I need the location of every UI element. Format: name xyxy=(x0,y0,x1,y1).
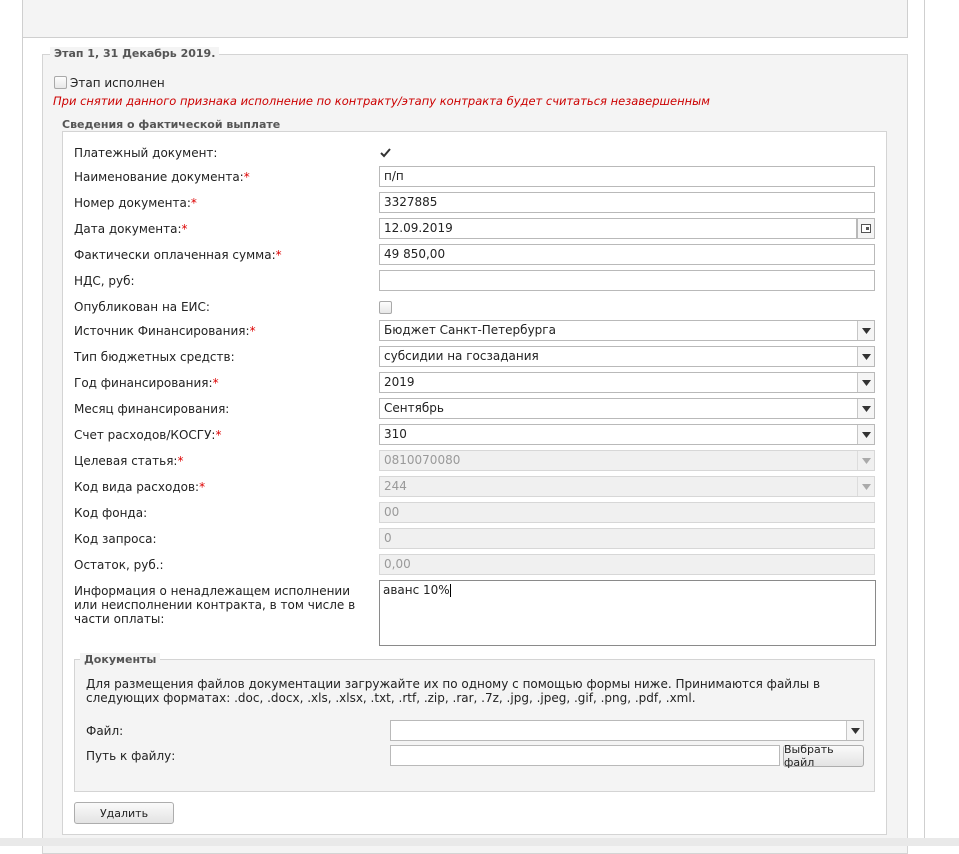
previous-panel xyxy=(22,0,908,38)
stage-done-label: Этап исполнен xyxy=(70,76,165,90)
expense-account-value: 310 xyxy=(384,427,407,441)
funding-source-label: Источник Финансирования:* xyxy=(74,324,256,338)
payment-doc-checkbox[interactable] xyxy=(379,146,392,159)
vat-label: НДС, руб: xyxy=(74,274,135,288)
funding-year-label: Год финансирования:* xyxy=(74,376,219,390)
funding-month-select[interactable] xyxy=(379,398,875,419)
balance-input: 0,00 xyxy=(379,554,875,575)
funding-year-value: 2019 xyxy=(384,375,415,389)
fund-code-label: Код фонда: xyxy=(74,506,148,520)
calendar-button[interactable] xyxy=(857,218,875,239)
payment-legend: Сведения о фактической выплате xyxy=(58,118,284,131)
expense-type-code-value: 244 xyxy=(384,479,407,493)
expense-account-label: Счет расходов/КОСГУ:* xyxy=(74,428,222,442)
stage-warning-text: При снятии данного признака исполнение по контракту/этапу контракта будет считаться незавершенным xyxy=(53,94,710,108)
improper-info-value: аванс 10% xyxy=(383,583,450,597)
doc-date-input[interactable]: 12.09.2019 xyxy=(379,218,857,239)
request-code-label: Код запроса: xyxy=(74,532,157,546)
request-code-input: 0 xyxy=(379,528,875,549)
chevron-down-icon xyxy=(846,721,863,740)
chevron-down-icon xyxy=(857,477,874,496)
improper-info-textarea[interactable] xyxy=(379,580,876,646)
balance-label: Остаток, руб.: xyxy=(74,558,164,572)
file-path-input[interactable] xyxy=(390,745,780,766)
file-label: Файл: xyxy=(86,724,124,738)
choose-file-button[interactable]: Выбрать файл xyxy=(783,745,864,767)
funding-month-label: Месяц финансирования: xyxy=(74,402,230,416)
budget-type-value: субсидии на госзадания xyxy=(384,349,539,363)
budget-type-label: Тип бюджетных средств: xyxy=(74,350,235,364)
funding-source-value: Бюджет Санкт-Петербурга xyxy=(384,323,556,337)
chevron-down-icon xyxy=(857,425,874,444)
published-eis-label: Опубликован на ЕИС: xyxy=(74,300,210,314)
paid-amount-input[interactable]: 49 850,00 xyxy=(379,244,875,265)
doc-name-label: Наименование документа:* xyxy=(74,170,250,184)
doc-name-input[interactable]: п/п xyxy=(379,166,875,187)
documents-legend: Документы xyxy=(80,653,160,666)
stage-done-checkbox[interactable] xyxy=(54,76,67,89)
stage-legend: Этап 1, 31 Декабрь 2019. xyxy=(50,47,219,60)
text-cursor xyxy=(450,584,451,597)
funding-year-select[interactable] xyxy=(379,372,875,393)
improper-info-label: Информация о ненадлежащем исполнении или неисполнении контракта, в том числе в части оплаты: xyxy=(74,584,356,626)
documents-info-text: Для размещения файлов документации загружайте их по одному с помощью формы ниже. Принимаются файлы в следующих форматах: .doc, .docx, .xls, .xlsx, .txt, .rtf, .zip, .rar, .7z, .jpg, .jpeg, .gif, .png, .pdf, .xml. xyxy=(86,677,821,705)
budget-type-select[interactable] xyxy=(379,346,875,367)
fund-code-input: 00 xyxy=(379,502,875,523)
delete-button[interactable]: Удалить xyxy=(74,802,174,824)
funding-source-select[interactable] xyxy=(379,320,875,341)
chevron-down-icon xyxy=(857,451,874,470)
doc-number-label: Номер документа:* xyxy=(74,196,197,210)
file-select[interactable] xyxy=(390,720,864,741)
expense-account-select[interactable] xyxy=(379,424,875,445)
chevron-down-icon xyxy=(857,321,874,340)
outer-border-right xyxy=(924,0,925,846)
doc-number-input[interactable]: 3327885 xyxy=(379,192,875,213)
chevron-down-icon xyxy=(857,373,874,392)
chevron-down-icon xyxy=(857,399,874,418)
published-eis-checkbox[interactable] xyxy=(379,301,392,314)
payment-doc-label: Платежный документ: xyxy=(74,146,218,160)
chevron-down-icon xyxy=(857,347,874,366)
paid-amount-label: Фактически оплаченная сумма:* xyxy=(74,248,282,262)
target-article-select xyxy=(379,450,875,471)
file-path-label: Путь к файлу: xyxy=(86,749,176,763)
vat-input[interactable] xyxy=(379,270,875,291)
target-article-label: Целевая статья:* xyxy=(74,454,184,468)
doc-date-label: Дата документа:* xyxy=(74,222,188,236)
calendar-icon xyxy=(861,224,871,233)
target-article-value: 0810070080 xyxy=(384,453,461,467)
bottom-strip xyxy=(0,838,959,846)
checkmark-icon xyxy=(380,148,391,158)
expense-type-code-label: Код вида расходов:* xyxy=(74,480,206,494)
funding-month-value: Сентябрь xyxy=(384,401,444,415)
outer-border-left xyxy=(22,38,23,846)
expense-type-code-select xyxy=(379,476,875,497)
